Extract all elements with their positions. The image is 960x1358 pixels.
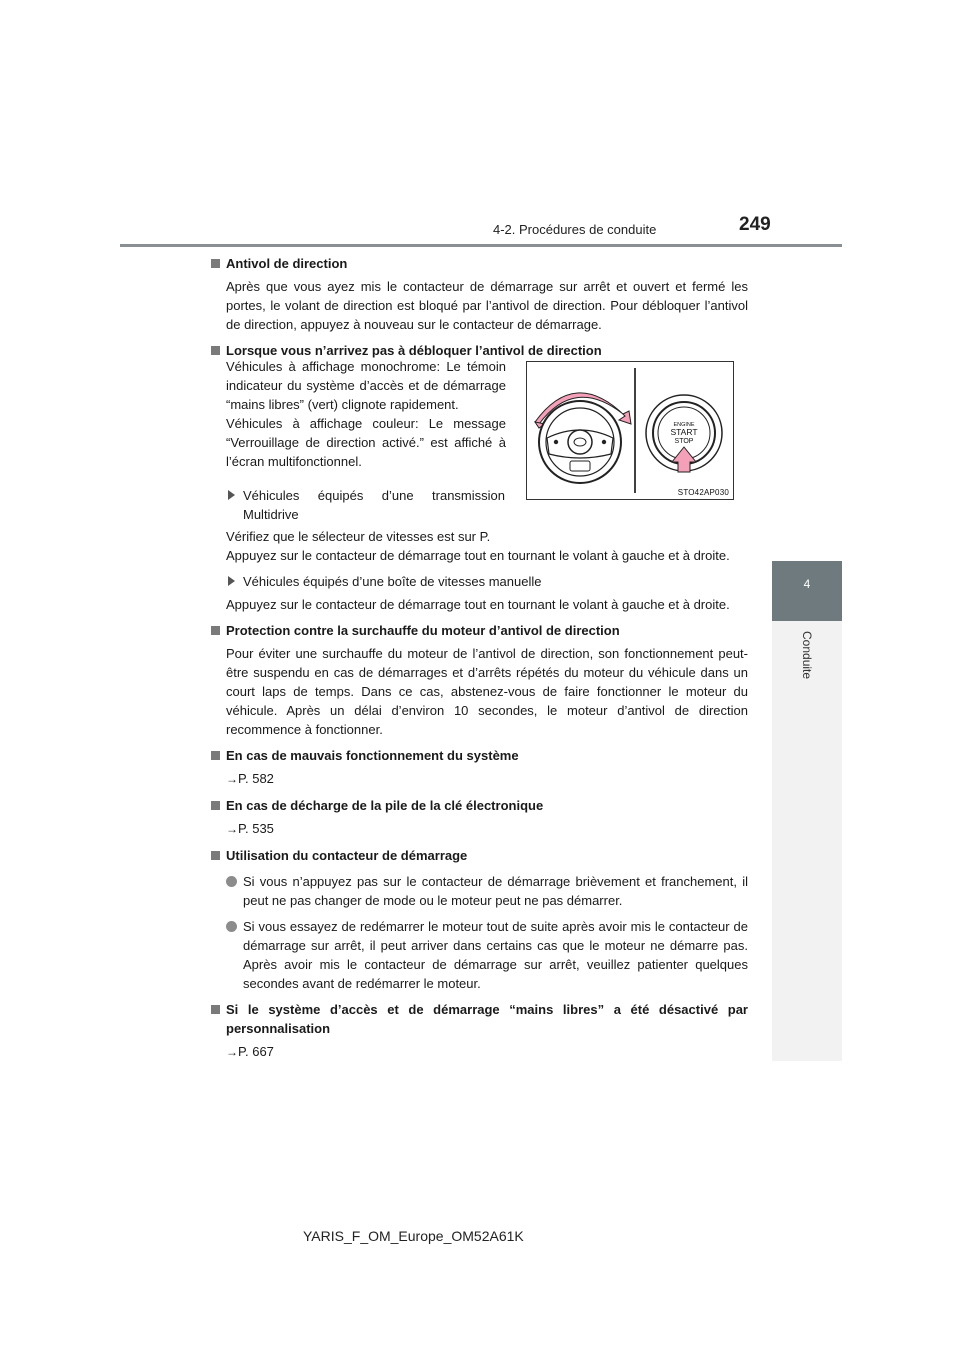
list-item	[208, 872, 748, 910]
paragraph: Appuyez sur le contacteur de démarrage tout en tournant le volant à gauche et à droite.	[226, 597, 730, 612]
reference-text: P. 582	[238, 771, 274, 786]
chapter-label: Conduite	[800, 631, 814, 680]
chapter-tab[interactable]	[772, 561, 842, 621]
content-continued	[208, 527, 748, 1062]
section-heading	[208, 254, 748, 273]
sub-heading	[208, 486, 506, 524]
reference-text: P. 535	[238, 821, 274, 836]
sub-heading-text: Véhicules équipés d’une boîte de vitesses manuelle	[243, 574, 542, 589]
page-reference[interactable]	[208, 769, 748, 789]
square-bullet-icon	[211, 626, 220, 635]
steering-wheel-illustration	[527, 362, 733, 499]
square-bullet-icon	[211, 259, 220, 268]
square-bullet-icon	[211, 346, 220, 355]
heading-text: En cas de mauvais fonctionnement du système	[226, 748, 519, 763]
sub-heading-text: Véhicules équipés d’une transmission Multidrive	[243, 488, 505, 522]
section-heading	[208, 1000, 748, 1038]
page-reference[interactable]	[208, 819, 748, 839]
chapter-band	[772, 621, 842, 1061]
heading-text: Utilisation du contacteur de démarrage	[226, 848, 468, 863]
square-bullet-icon	[211, 801, 220, 810]
reference-text: P. 667	[238, 1044, 274, 1059]
triangle-bullet-icon	[228, 576, 235, 586]
section-heading	[208, 746, 748, 765]
square-bullet-icon	[211, 751, 220, 760]
page-number: 249	[739, 214, 771, 235]
heading-text: En cas de décharge de la pile de la clé électronique	[226, 798, 544, 813]
arrow-right-icon: →	[226, 822, 238, 836]
triangle-bullet-icon	[228, 490, 235, 500]
page-reference[interactable]	[208, 1042, 748, 1062]
heading-text: Protection contre la surchauffe du moteur d’antivol de direction	[226, 623, 620, 638]
button-text-engine: ENGINE	[673, 422, 695, 428]
button-text-start: START	[670, 427, 698, 437]
intro-text: Véhicules à affichage monochrome: Le témoin indicateur du système d’accès et de démarrage “mains libres” (vert) clignote rapidement. Véhicules à affichage couleur: Le message “Verrouillage de direction activé.” est affiché à l’écran multifonctionnel.	[226, 359, 506, 469]
heading-text: Lorsque vous n’arrivez pas à débloquer l’antivol de direction	[226, 343, 602, 358]
list-item-text: Si vous essayez de redémarrer le moteur tout de suite après avoir mis le contacteur de démarrage sur arrêt, il peut arriver dans certains cas que le moteur ne démarre pas. Après avoir mis le contacteur de démarrage sur arrêt, veuillez patienter quelques secondes avant de redémarrer le moteur.	[243, 919, 748, 991]
list-item	[208, 917, 748, 993]
list-item-text: Si vous n’appuyez pas sur le contacteur de démarrage brièvement et franchement, il peut ne pas changer de mode ou le moteur peut ne pas démarrer.	[243, 874, 748, 908]
figure-steering-start-button	[526, 361, 734, 500]
arrow-right-icon: →	[226, 1045, 238, 1059]
figure-code: STO42AP030	[677, 488, 729, 497]
chapter-number: 4	[803, 577, 811, 591]
paragraph: Pour éviter une surchauffe du moteur de l’antivol de direction, son fonctionnement peut-être suspendu en cas de démarrages et d’arrêts répétés du moteur du véhicule dans un court laps de temps. Dans ce cas, abstenez-vous de faire fonctionner le moteur du véhicule. Après un délai d’environ 10 secondes, le moteur d’antivol de direction recommence à fonctionner.	[226, 646, 748, 737]
paragraph	[226, 357, 506, 471]
heading-text: Antivol de direction	[226, 256, 348, 271]
paragraph: Après que vous ayez mis le contacteur de démarrage sur arrêt et ouvert et fermé les portes, le volant de direction est bloqué par l’antivol de direction. Pour débloquer l’antivol de direction, appuyez à nouveau sur le contacteur de démarrage.	[226, 279, 748, 332]
paragraph: Vérifiez que le sélecteur de vitesses est sur P.	[226, 529, 491, 544]
heading-text: Si le système d’accès et de démarrage “mains libres” a été désactivé par personnalisation	[226, 1002, 748, 1036]
header-divider	[120, 244, 842, 247]
header-section-title: 4-2. Procédures de conduite	[493, 222, 657, 237]
circle-bullet-icon	[226, 876, 237, 887]
button-text-stop: STOP	[674, 438, 694, 445]
main-content	[208, 254, 748, 360]
section-heading	[208, 796, 748, 815]
circle-bullet-icon	[226, 921, 237, 932]
square-bullet-icon	[211, 1005, 220, 1014]
square-bullet-icon	[211, 851, 220, 860]
document-id: YARIS_F_OM_Europe_OM52A61K	[303, 1228, 524, 1244]
paragraph: Appuyez sur le contacteur de démarrage tout en tournant le volant à gauche et à droite.	[226, 548, 730, 563]
sub-heading	[208, 572, 748, 591]
arrow-right-icon: →	[226, 772, 238, 786]
section-heading	[208, 846, 748, 865]
section-heading	[208, 621, 748, 640]
